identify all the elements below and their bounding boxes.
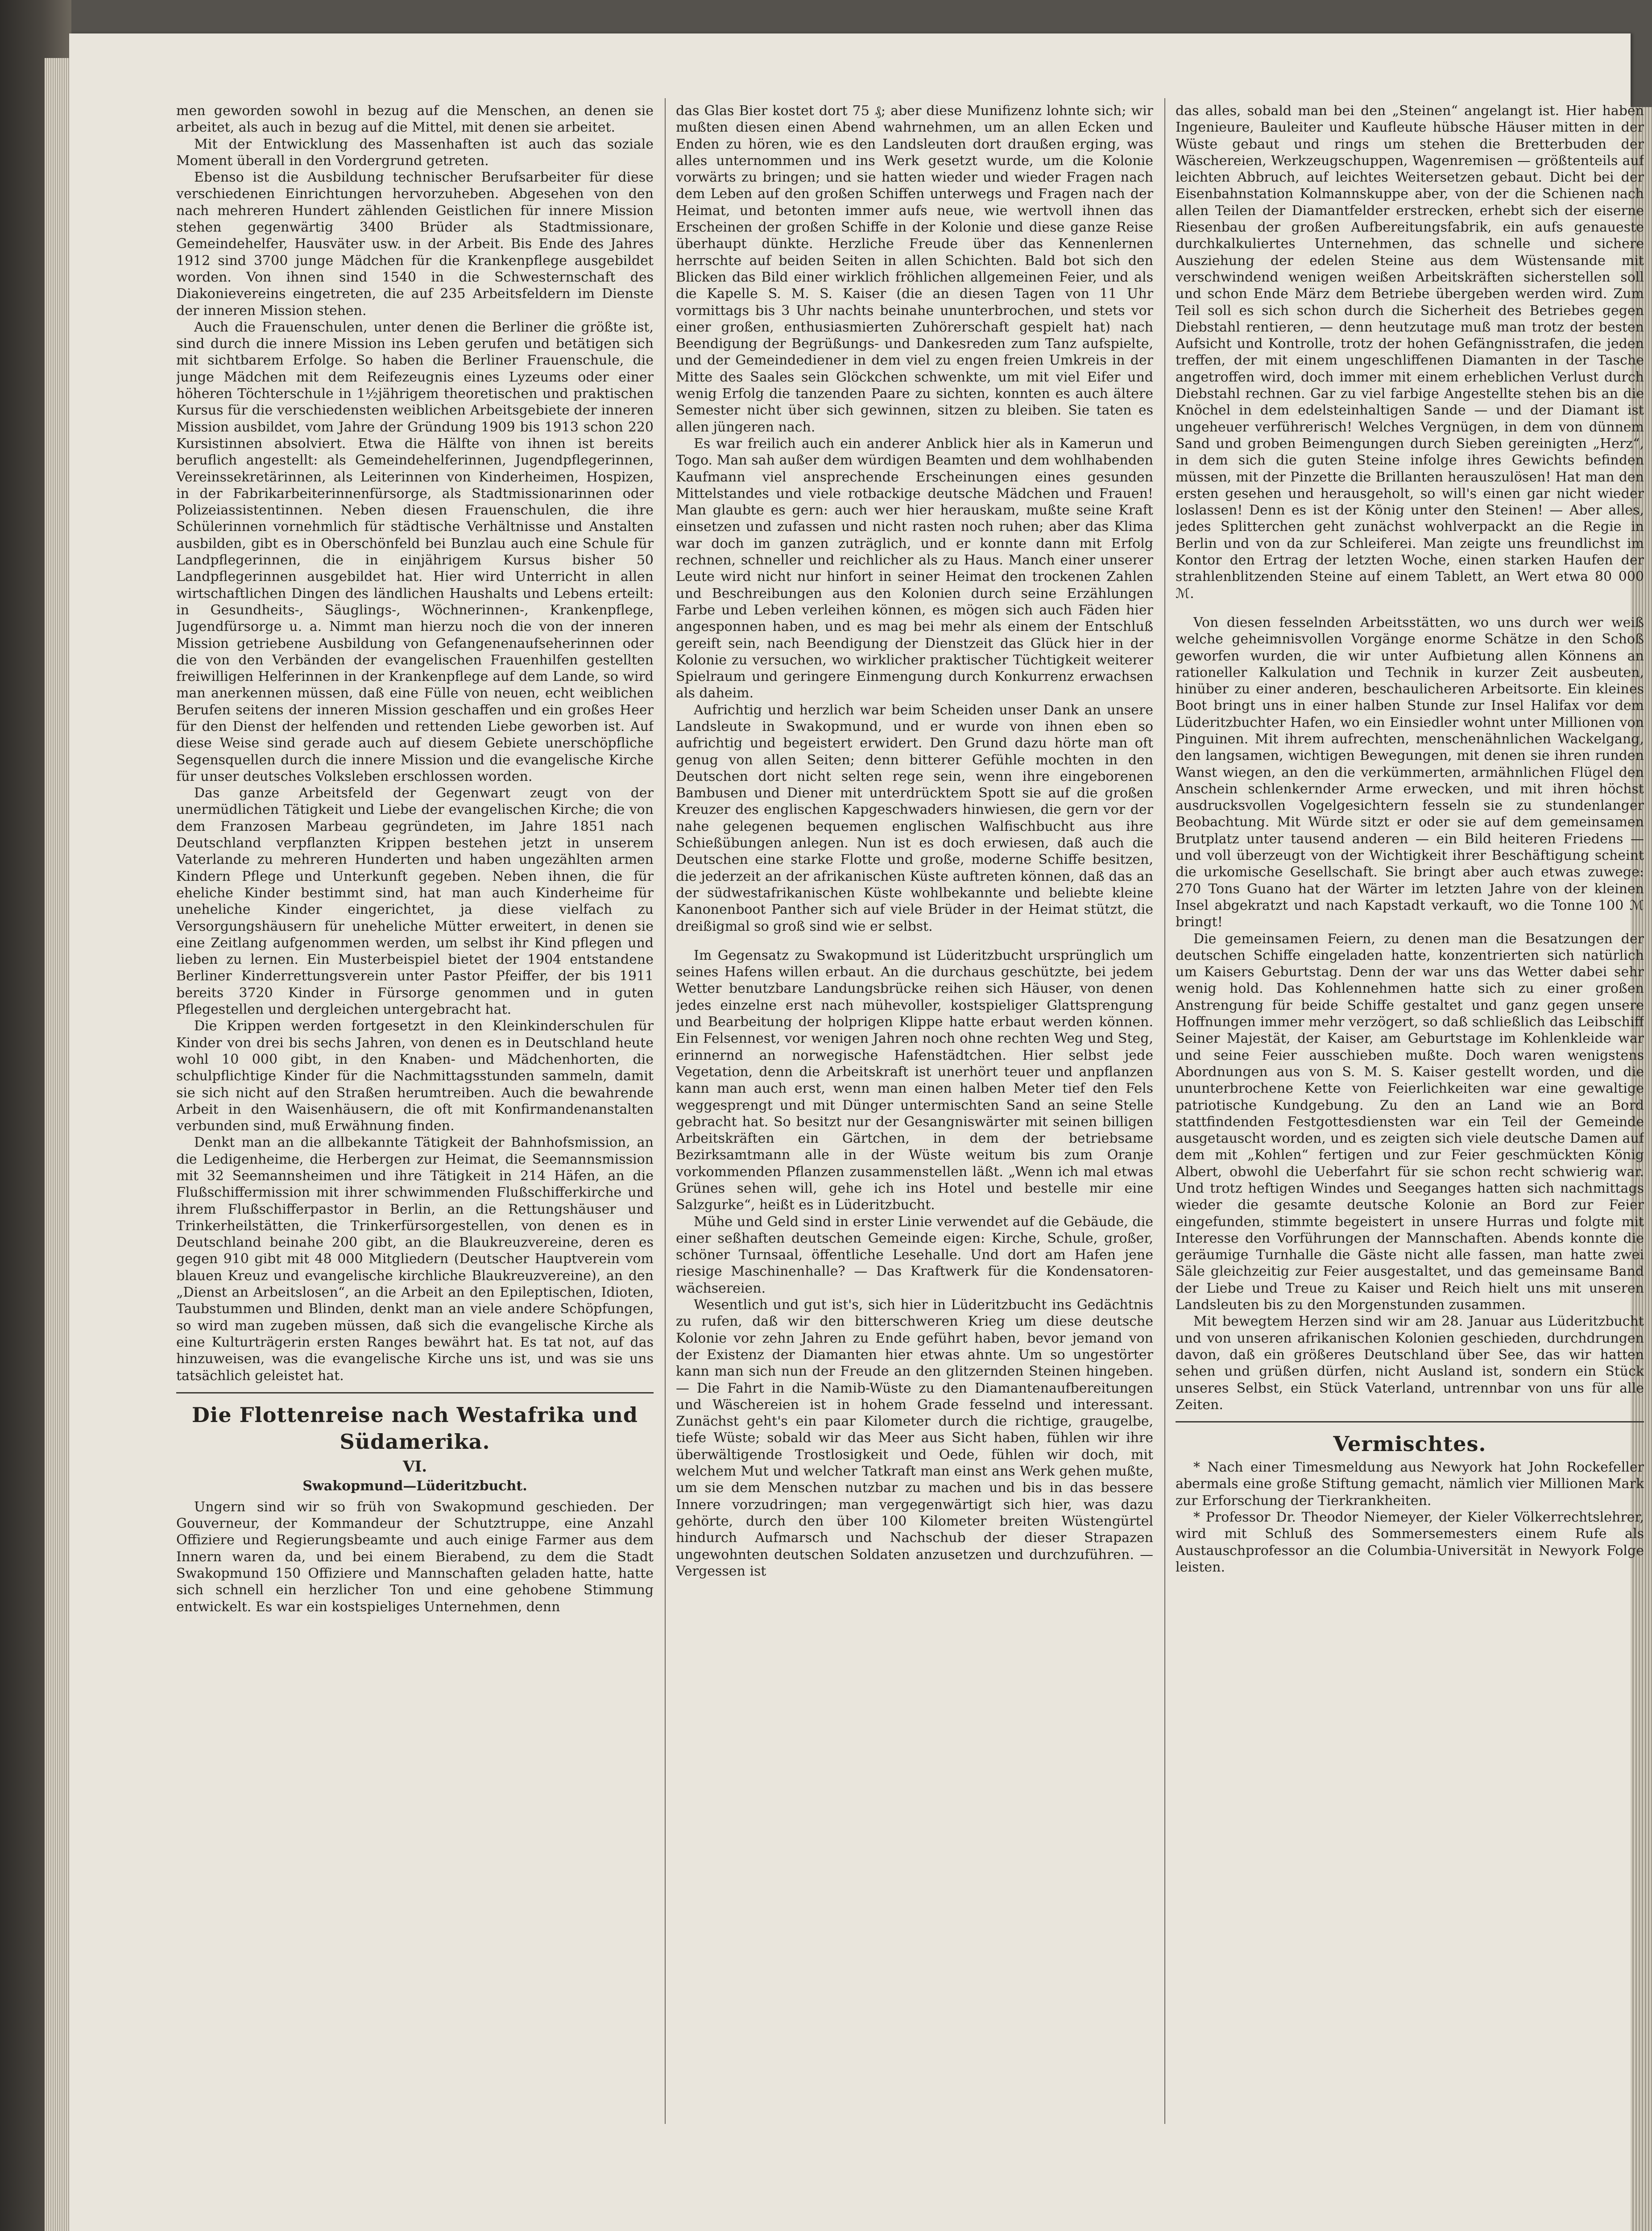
paragraph: Ebenso ist die Ausbildung technischer Berufsarbeiter für diese verschiedenen Einrichtungen hervorzuheben. Abgesehen von den nach mehreren Hundert zählenden Geistlichen für innere Mission stehen gegenwärtig 3400 Brüder als Stadtmissionare, Gemeindehelfer, Hausväter usw. in der Arbeit. Bis Ende des Jahres 1912 sind 3700 junge Mädchen für die Krankenpflege ausgebildet worden. Von ihnen sind 1540 in die Schwesternschaft des Diakonievereins eingetreten, die auf 235 Arbeitsfeldern im Dienste der inneren Mission stehen.: [176, 170, 654, 319]
paragraph: das Glas Bier kostet dort 75 ₰; aber diese Munifizenz lohnte sich; wir mußten diesen einen Abend wahrnehmen, um an allen Ecken und Enden zu hören, wie es den Landsleuten dort draußen erging, was alles unternommen und ins Werk gesetzt wurde, um die Kolonie vorwärts zu bringen; und sie hatten wieder und wieder Fragen nach dem Leben auf den großen Schiffen unterwegs und Fragen nach der Heimat, und betonten immer aufs neue, wie wertvoll ihnen das Erscheinen der großen Schiffe in der Kolonie und diese ganze Reise überhaupt dünkte. Herzliche Freude über das Kennenlernen herrschte auf beiden Seiten in allen Schichten. Bald bot sich den Blicken das Bild einer wirklich fröhlichen allgemeinen Feier, und als die Kapelle S. M. S. Kaiser (die an diesen Tagen von 11 Uhr vormittags bis 3 Uhr nachts beinahe ununterbrochen, und stets vor einer großen, enthusiasmierten Zuhörerschaft gespielt hat) nach Beendigung der Begrüßungs- und Dankesreden zum Tanz aufspielte, und der Gemeindediener in dem viel zu engen freien Umkreis in der Mitte des Saales sein Glöckchen schwenkte, um mit viel Eifer und wenig Erfolg die tanzenden Paare zu sichten, konnten es auch ältere Semester nicht über sich gewinnen, sitzen zu bleiben. Sie taten es allen jüngeren nach.: [676, 103, 1153, 435]
paragraph: Mit der Entwicklung des Massenhaften ist auch das soziale Moment überall in den Vordergrund getreten.: [176, 136, 654, 169]
paragraph: Von diesen fesselnden Arbeitsstätten, wo uns durch wer weiß welche geheimnisvollen Vorgänge enorme Schätze in den Schoß geworfen wurden, die wir unter Aufbietung allen Könnens an rationeller Kalkulation und Technik in kurzer Zeit ausbeuten, hinüber zu einer anderen, beschaulicheren Arbeitsorte. Ein kleines Boot bringt uns in einer halben Stunde zur Insel Halifax vor dem Lüderitzbuchter Hafen, wo ein Einsiedler wohnt unter Millionen von Pinguinen. Mit ihrem aufrechten, menschenähnlichen Wackelgang, den langsamen, wichtigen Bewegungen, mit denen sie ihren runden Wanst wiegen, an den die verkümmerten, armähnlichen Flügel den Anschein schlenkernder Arme erwecken, und mit ihren höchst ausdrucksvollen Vogelgesichtern fesseln sie zu stundenlanger Beobachtung. Mit Würde sitzt er oder sie auf dem gemeinsamen Brutplatz unter tausend anderen — ein Bild heiteren Friedens — und voll überzeugt von der Wichtigkeit ihrer Beschäftigung scheint die urkomische Gesellschaft. Sie bringt aber auch etwas zuwege: 270 Tons Guano hat der Wärter im letzten Jahre von der kleinen Insel abgekratzt und nach Kapstadt verkauft, wo die Tonne 100 ℳ bringt!: [1176, 614, 1644, 930]
paragraph: Die Krippen werden fortgesetzt in den Kleinkinderschulen für Kinder von drei bis sechs Jahren, von denen es in Deutschland heute wohl 10 000 gibt, in den Knaben- und Mädchenhorten, die schulpflichtige Kinder für die Nachmittagsstunden sammeln, damit sie sich nicht auf den Straßen herumtreiben. Auch die bewahrende Arbeit in den Waisenhäusern, die oft mit Konfirmandenanstalten verbunden sind, muß Erwähnung finden.: [176, 1018, 654, 1134]
paragraph: Wesentlich und gut ist's, sich hier in Lüderitzbucht ins Gedächtnis zu rufen, daß wir den bitterschweren Krieg um diese deutsche Kolonie vor zehn Jahren zu Ende geführt haben, bevor jemand von der Existenz der Diamanten hier etwas ahnte. Um so ungestörter kann man sich nun der Freude an den glitzernden Steinen hingeben. — Die Fahrt in die Namib-Wüste zu den Diamantenaufbereitungen und Wäschereien ist in hohem Grade fesselnd und interessant. Zunächst geht's ein paar Kilometer durch die richtige, graugelbe, tiefe Wüste; sobald wir das Meer aus Sicht haben, fühlen wir ihre überwältigende Trostlosigkeit und Oede, fühlen wir doch, mit welchem Mut und welcher Tatkraft man einst ans Werk gehen mußte, um sie dem Menschen nutzbar zu machen und bis in das bessere Innere vorzudringen; man vergegenwärtigt sich hier, was dazu gehörte, durch den über 100 Kilometer breiten Wüstengürtel hindurch Aufmarsch und Nachschub der dieser Strapazen ungewohnten deutschen Soldaten anzusetzen und durchzuführen. — Vergessen ist: [676, 1297, 1153, 1579]
flottenreise-part: VI.: [402, 1457, 427, 1476]
paragraph-gap: [1176, 602, 1644, 614]
column-2-text: [676, 103, 1153, 1580]
paragraph: Mit bewegtem Herzen sind wir am 28. Januar aus Lüderitzbucht und von unseren afrikanischen Kolonien geschieden, durchdrungen davon, daß ein größeres Deutschland über See, das wir hatten sehen und grüßen dürfen, nicht Ausland ist, sondern ein Stück unseres Selbst, ein Stück Vaterland, untrennbar von uns für alle Zeiten.: [1176, 1314, 1644, 1413]
paragraph: Denkt man an die allbekannte Tätigkeit der Bahnhofsmission, an die Ledigenheime, die Herbergen zur Heimat, die Seemannsmission mit 32 Seemannsheimen und ihre Tätigkeit in 214 Häfen, an die Flußschiffermission mit ihrer schwimmenden Flußschifferkirche und ihrem Flußschifferpastor in Berlin, an die Rettungshäuser und Trinkerheilstätten, die Trinkerfürsorgestellen, von denen es in Deutschland beinahe 200 gibt, an die Blaukreuzvereine, deren es gegen 910 gibt mit 48 000 Mitgliedern (Deutscher Hauptverein vom blauen Kreuz und evangelische kirchliche Blaukreuzvereine), an den „Dienst an Arbeitslosen“, an die Arbeit an den Epileptischen, Idioten, Taubstummen und Blinden, denkt man an viele andere Schöpfungen, so wird man zugeben müssen, daß sich die evangelische Kirche als eine Kulturträgerin ersten Ranges bewährt hat. Es tat not, auf das hinzuweisen, was die evangelische Kirche uns ist, und was sie uns tatsächlich geleistet hat.: [176, 1135, 654, 1384]
column-3: [1176, 103, 1644, 2182]
paragraph: Aufrichtig und herzlich war beim Scheiden unser Dank an unsere Landsleute in Swakopmund, und er wurde von ihnen eben so aufrichtig und begeistert erwidert. Den Grund dazu hörte man oft genug von allen Seiten; denn bitterer Gefühle mochten in den Deutschen dort nicht selten rege sein, wenn ihre eingeborenen Bambusen und Diener mit unterdrücktem Spott sie auf die großen Kreuzer des englischen Kapgeschwaders hinwiesen, die gern vor der nahe gelegenen bequemen englischen Walfischbucht aus ihre Schießübungen anlegen. Nun ist es doch erwiesen, daß auch die Deutschen eine starke Flotte und große, moderne Schiffe besitzen, die jederzeit an der afrikanischen Küste auftreten können, daß das an der südwestafrikanischen Küste wohlbekannte und beliebte kleine Kanonenboot Panther sich auf viele Brüder in der Heimat stützt, die dreißigmal so groß sind wie er selbst.: [676, 702, 1153, 934]
paragraph: men geworden sowohl in bezug auf die Menschen, an denen sie arbeitet, als auch in bezug auf die Mittel, mit denen sie arbeitet.: [176, 103, 654, 136]
column-rule-2: [1164, 98, 1165, 2124]
paragraph: Im Gegensatz zu Swakopmund ist Lüderitzbucht ursprünglich um seines Hafens willen erbaut. An die durchaus geschützte, bei jedem Wetter benutzbare Landungsbrücke reihen sich Häuser, von denen jedes einzelne erst nach mühevoller, kostspieliger Glattsprengung und Bearbeitung der holprigen Klippe hatte erbaut werden können. Ein Felsennest, vor wenigen Jahren noch ohne rechten Weg und Steg, erinnernd an norwegische Hafenstädtchen. Hier selbst jede Vegetation, denn die Arbeitskraft ist unerhört teuer und anpflanzen kann man auch erst, wenn man einen halben Meter tief den Fels weggesprengt und mit Dünger untermischten Sand an seine Stelle gebracht hat. So besitzt nur der Gesangniswärter mit seinen billigen Arbeitskräften ein Gärtchen, in dem der betriebsame Bezirksamtmann alle in der Wüste weitum bis zum Oranje vorkommenden Pflanzen zusammenstellen läßt. „Wenn ich mal etwas Grünes sehen will, gehe ich ins Hotel und bestelle mir eine Salzgurke“, heißt es in Lüderitzbucht.: [676, 947, 1153, 1213]
page-edges-left: [45, 58, 71, 2231]
column-2: [676, 103, 1153, 2182]
flottenreise-subtitle: Swakopmund—Lüderitzbucht.: [302, 1478, 527, 1494]
vermischtes-title: Vermischtes.: [1333, 1432, 1486, 1456]
paragraph: * Professor Dr. Theodor Niemeyer, der Kieler Völkerrechtslehrer, wird mit Schluß des Sommersemesters einem Rufe als Austauschprofessor an die Columbia-Universität in Newyork Folge leisten.: [1176, 1509, 1644, 1575]
column-rule-1: [665, 98, 666, 2124]
paragraph: Mühe und Geld sind in erster Linie verwendet auf die Gebäude, die einer seßhaften deutschen Gemeinde eigen: Kirche, Schule, großer, schöner Turnsaal, öffentliche Lesehalle. Und dort am Hafen jene riesige Maschinenhalle? — Das Kraftwerk für die Kondensatorenwächsereien.: [676, 1214, 1153, 1296]
vermischtes-text: [1176, 1459, 1644, 1576]
paragraph-gap: [676, 935, 1153, 947]
column-1: [176, 103, 654, 2182]
paragraph: das alles, sobald man bei den „Steinen“ angelangt ist. Hier haben Ingenieure, Bauleiter und Kaufleute hübsche Häuser mitten in der Wüste gebaut und rings um stehen die Bretterbuden der Wäschereien, Werkzeugschuppen, Wagenremisen — größtenteils auf leichten Abbruch, auf leichtes Weitersetzen gebaut. Dicht bei der Eisenbahnstation Kolmannskuppe aber, von der die Schienen nach allen Teilen der Diamantfelder erstrecken, erhebt sich der eiserne Riesenbau der großen Aufbereitungsfabrik, ein aufs genaueste durchkalkuliertes Unternehmen, das schnelle und sichere Ausziehung der edelen Steine aus dem Wüstensande mit verschwindend wenigen weißen Arbeitskräften sicherstellen soll und schon Ende März dem Betriebe übergeben werden wird. Zum Teil soll es sich schon durch die Sicherheit des Betriebes gegen Diebstahl rentieren, — denn heutzutage muß man trotz der besten Aufsicht und Kontrolle, trotz der hohen Gefängnisstrafen, die jeden treffen, der mit einem ungeschliffenen Diamanten in der Tasche angetroffen wird, doch immer mit einem erheblichen Verlust durch Diebstahl rechnen. Gar zu viel farbige Angestellte stehen bis an die Knöchel in dem edelsteinhaltigen Sande — und der Diamant ist ungeheuer verführerisch! Welches Vergnügen, in dem von dünnem Sand und groben Beimengungen durch Sieben gereinigten „Herz“, in dem sich die guten Steine infolge ihres Gewichts befinden müssen, mit der Pinzette die Brillanten herauszulösen! Hat man den ersten gesehen und herausgeholt, so will's einen gar nicht wieder loslassen! Denn es ist der König unter den Steinen! — Aber alles, jedes Splitterchen geht zunächst wohlverpackt an die Regie in Berlin und von da zur Schleiferei. Man zeigte uns freundlichst im Kontor den Ertrag der letzten Woche, einen starken Haufen der strahlenblitzenden Steine auf einem Tablett, an Wert etwa 80 000 ℳ.: [1176, 103, 1644, 601]
paragraph: Ungern sind wir so früh von Swakopmund geschieden. Der Gouverneur, der Kommandeur der Schutztruppe, eine Anzahl Offiziere und Regierungsbeamte und auch einige Farmer aus dem Innern waren da, und bei einem Bierabend, zu dem die Stadt Swakopmund 150 Offiziere und Mannschaften geladen hatte, hatte sich schnell ein herzlicher Ton und eine gehobene Stimmung entwickelt. Es war ein kostspieliges Unternehmen, denn: [176, 1499, 654, 1615]
column-1-text: [176, 103, 654, 1384]
section-divider: [176, 1392, 654, 1393]
paragraph: Das ganze Arbeitsfeld der Gegenwart zeugt von der unermüdlichen Tätigkeit und Liebe der evangelischen Kirche; die von dem Franzosen Marbeau gegründeten, im Jahre 1851 nach Deutschland verpflanzten Krippen bestehen jetzt in unserem Vaterlande zu mehreren Hunderten und haben ungezählten armen Kindern Pflege und Unterkunft gegeben. Neben ihnen, die für eheliche Kinder bestimmt sind, hat man auch Kinderheime für uneheliche Kinder eingerichtet, ja diese vielfach zu Versorgungshäusern für uneheliche Mütter erweitert, in denen sie eine Zeitlang aufgenommen werden, um selbst ihr Kind pflegen und lieben zu lernen. Ein Musterbeispiel bietet der 1904 entstandene Berliner Kinderrettungsverein unter Pastor Pfeiffer, der bis 1911 bereits 3720 Kinder in Fürsorge genommen und in guten Pflegestellen und dergleichen untergebracht hat.: [176, 785, 654, 1018]
paragraph: Die gemeinsamen Feiern, zu denen man die Besatzungen der deutschen Schiffe eingeladen hatte, konzentrierten sich natürlich um Kaisers Geburtstag. Denn der war uns das Wetter dabei sehr wenig hold. Das Kohlennehmen hatte sich zu einer großen Anstrengung für beide Schiffe gestaltet und ganz gegen unsere Hoffnungen immer mehr verzögert, so daß schließlich das Leibschiff Seiner Majestät, der Kaiser, am Geburtstage im Kohlenkleide war und seine Feier ausschieben mußte. Doch waren wenigstens Abordnungen aus von S. M. S. Kaiser gestellt worden, und die ununterbrochene Kette von Feierlichkeiten war eine gewaltige patriotische Kundgebung. Zu den an Land wie an Bord stattfindenden Festgottesdiensten war ein Teil der Gemeinde ausgetauscht worden, und es zeigten sich viele deutsche Damen auf dem mit „Kohlen“ fertigen und zur Feier geschmückten König Albert, obwohl die Ueberfahrt für sie schon recht schwierig war. Und trotz heftigen Windes und Seeganges hatten sich nachmittags wieder die gesamte deutsche Kolonie an Bord zur Feier eingefunden, stimmte begeistert in unsere Hurras und folgte mit Interesse den Vorführungen der Mannschaften. Abends konnte die geräumige Turnhalle die Gäste nicht alle fassen, man hatte zwei Säle gleichzeitig zur Feier ausgestaltet, und das gemeinsame Band der Liebe und Treue zu Kaiser und Reich hielt uns mit unseren Landsleuten bis zu den Morgenstunden zusammen.: [1176, 931, 1644, 1313]
paragraph: Es war freilich auch ein anderer Anblick hier als in Kamerun und Togo. Man sah außer dem würdigen Beamten und dem wohlhabenden Kaufmann viel ansprechende Erscheinungen eines gesunden Mittelstandes und viele rotbackige deutsche Mädchen und Frauen! Man glaubte es gern: auch wer hier herauskam, mußte seine Kraft einsetzen und zufassen und nicht rasten noch ruhen; aber das Klima war doch im ganzen zuträglich, und er konnte dann mit Erfolg rechnen, schneller und reichlicher als zu Haus. Manch einer unserer Leute wird nicht nur hinfort in seiner Heimat den trockenen Zahlen und Beschreibungen aus den Kolonien durch seine Erzählungen Farbe und Leben verleihen können, es mögen sich auch Fäden hier angesponnen haben, und es mag bei mehr als einem der Entschluß gereift sein, nach Beendigung der Dienstzeit das Glück hier in der Kolonie zu versuchen, wo wirklicher praktischer Tüchtigkeit weiterer Spielraum und geringere Einmengung durch Konkurrenz erwachsen als daheim.: [676, 435, 1153, 701]
paragraph: * Nach einer Timesmeldung aus Newyork hat John Rockefeller abermals eine große Stiftung gemacht, nämlich vier Millionen Mark zur Erforschung der Tierkrankheiten.: [1176, 1460, 1644, 1509]
flottenreise-text: [176, 1499, 654, 1615]
column-3-text: [1176, 103, 1644, 1413]
section-divider-2: [1176, 1421, 1644, 1422]
flottenreise-title: Die Flottenreise nach Westafrika und Südamerika.: [192, 1402, 638, 1454]
paragraph: Auch die Frauenschulen, unter denen die Berliner die größte ist, sind durch die innere Mission ins Leben gerufen und betätigen sich mit sichtbarem Erfolge. So haben die Berliner Frauenschule, die junge Mädchen mit dem Reifezeugnis eines Lyzeums oder einer höheren Töchterschule in 1½jährigem theoretischen und praktischen Kursus für die verschiedensten weiblichen Arbeitsgebiete der inneren Mission ausbildet, vom Jahre der Gründung 1909 bis 1913 schon 220 Kursistinnen absolviert. Etwa die Hälfte von ihnen ist bereits beruflich angestellt: als Gemeindehelferinnen, Jugendpflegerinnen, Vereinssekretärinnen, als Leiterinnen von Kinderheimen, Hospizen, in der Fabrikarbeiterinnenfürsorge, als Stadtmissionarinnen oder Polizeiassistentinnen. Neben diesen Frauenschulen, die ihre Schülerinnen vornehmlich für städtische Verhältnisse und Anstalten ausbilden, gibt es in Oberschönfeld bei Bunzlau auch eine Schule für Landpflegerinnen, die in einjährigem Kursus bisher 50 Landpflegerinnen ausgebildet hat. Hier wird Unterricht in allen wirtschaftlichen Dingen des ländlichen Haushalts und Lebens erteilt: in Gesundheits-, Säuglings-, Wöchnerinnen-, Krankenpflege, Jugendfürsorge u. a. Nimmt man hierzu noch die von der inneren Mission getriebene Ausbildung von Gefangenenaufseherinnen oder die von den Verbänden der evangelischen Frauenhilfen gestellten freiwilligen Helferinnen in der Krankenpflege auf dem Lande, so wird man anerkennen müssen, daß eine Fülle von neuen, echt weiblichen Berufen seitens der inneren Mission geschaffen und ein großes Heer für den Dienst der helfenden und rettenden Liebe geworben ist. Auf diese Weise sind gerade auch auf diesem Gebiete unerschöpfliche Segensquellen durch die innere Mission und die evangelische Kirche für unser deutsches Volksleben erschlossen worden.: [176, 319, 654, 784]
